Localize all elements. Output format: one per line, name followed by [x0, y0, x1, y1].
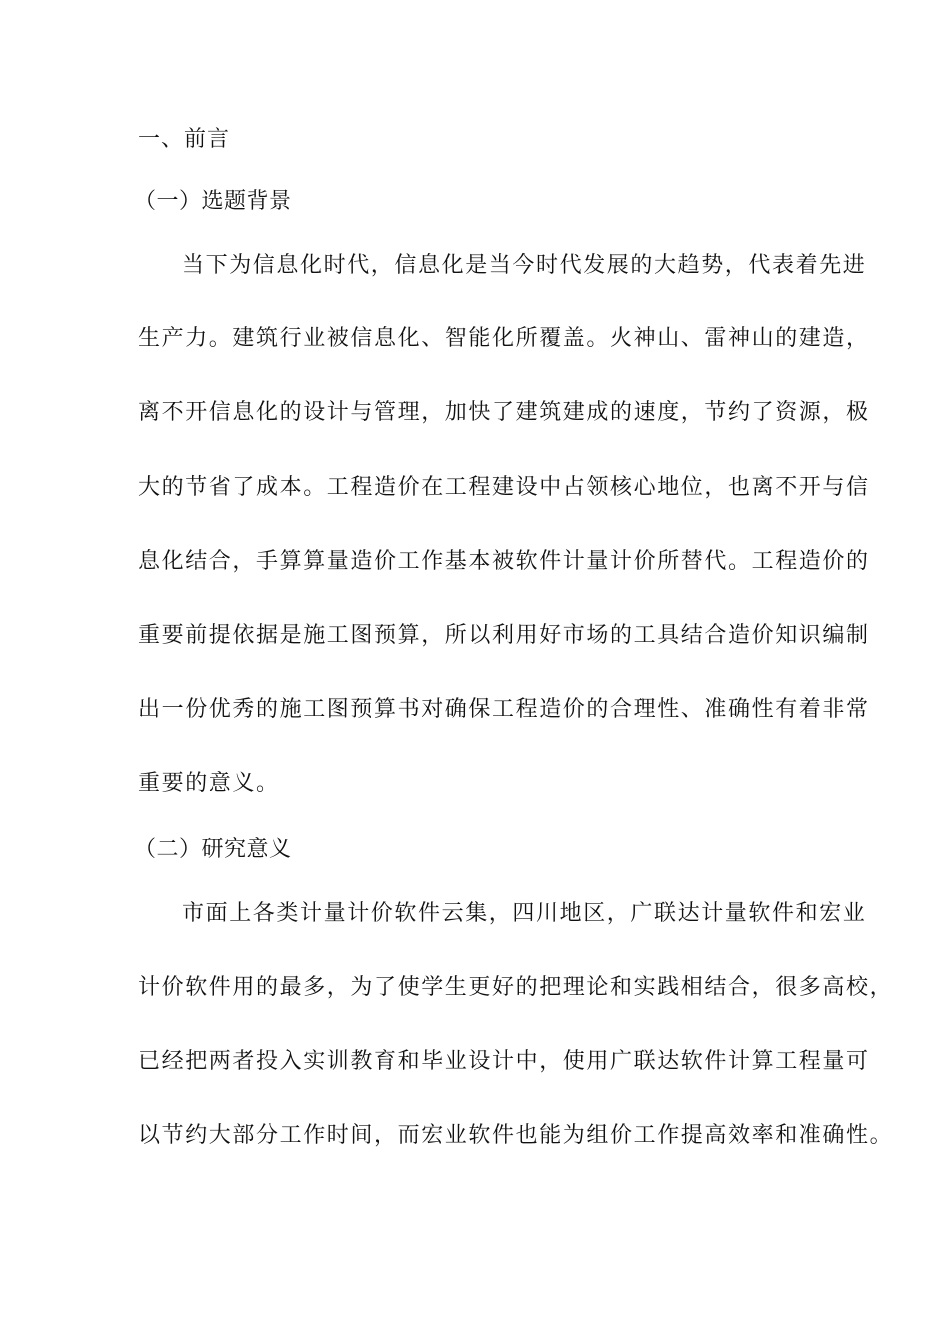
paragraph-line: 重要的意义。 [138, 771, 280, 796]
paragraph-line: 大的节省了成本。工程造价在工程建设中占领核心地位，也离不开与信 [138, 475, 870, 500]
paragraph-line: 计价软件用的最多，为了使学生更好的把理论和实践相结合，很多高校， [138, 975, 894, 1000]
paragraph-line: 已经把两者投入实训教育和毕业设计中，使用广联达软件计算工程量可 [138, 1049, 870, 1074]
subsection-title-significance: （二）研究意义 [134, 837, 292, 862]
section-title: 一、前言 [138, 127, 231, 152]
paragraph-line: 出一份优秀的施工图预算书对确保工程造价的合理性、准确性有着非常 [138, 697, 870, 722]
subsection-title-background: （一）选题背景 [134, 189, 292, 214]
paragraph-line: 重要前提依据是施工图预算，所以利用好市场的工具结合造价知识编制 [138, 623, 870, 648]
paragraph-line: 以节约大部分工作时间，而宏业软件也能为组价工作提高效率和准确性。 [138, 1123, 894, 1148]
paragraph-line: 生产力。建筑行业被信息化、智能化所覆盖。火神山、雷神山的建造， [138, 326, 870, 351]
paragraph-line: 当下为信息化时代，信息化是当今时代发展的大趋势，代表着先进 [182, 253, 867, 278]
paragraph-line: 离不开信息化的设计与管理，加快了建筑建成的速度，节约了资源，极 [138, 400, 870, 425]
paragraph-line: 息化结合，手算算量造价工作基本被软件计量计价所替代。工程造价的 [138, 549, 870, 574]
paragraph-line: 市面上各类计量计价软件云集，四川地区，广联达计量软件和宏业 [182, 901, 867, 926]
